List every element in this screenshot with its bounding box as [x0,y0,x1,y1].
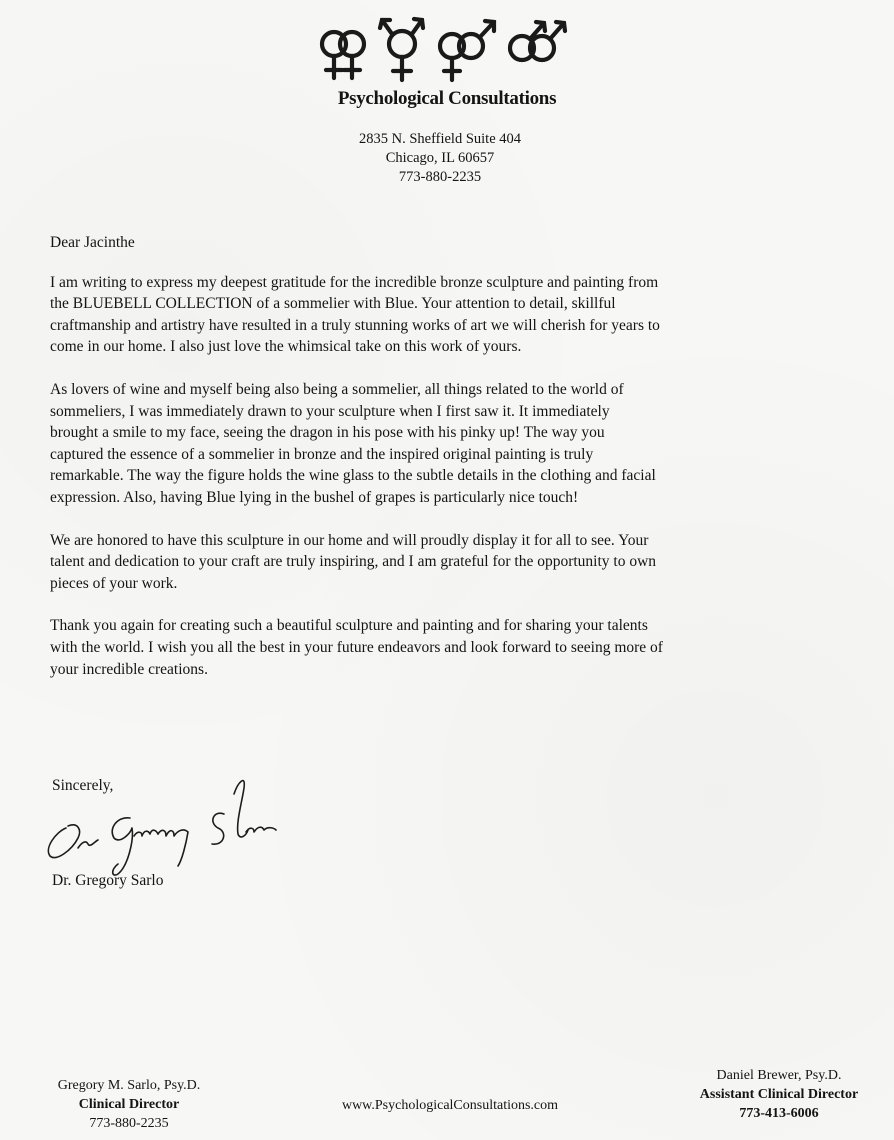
footer-right-phone: 773-413-6006 [739,1106,819,1121]
letter-closing: Sincerely, [52,777,114,794]
paragraph-line: As lovers of wine and myself being also being a sommelier, all things related to the world of [50,380,624,398]
paragraph-line: captured the essence of a sommelier in bronze and the inspired original painting is truly [50,445,594,463]
letter-body [50,232,850,701]
footer-right-title: Assistant Clinical Director [699,1087,859,1102]
letterhead-address [320,130,560,187]
address-city: Chicago, IL 60657 [385,150,495,166]
paragraph-line: We are honored to have this sculpture in our home and will proudly display it for all to see. Your [50,531,649,549]
letter-paragraph [50,272,850,358]
paragraph-line: with the world. I wish you all the best in your future endeavors and look forward to seeing more of [50,638,663,656]
paragraph-line: craftmanship and artistry have resulted in a truly stunning works of art we will cherish for years to [50,316,660,334]
footer-right-name: Daniel Brewer, Psy.D. [716,1068,842,1083]
footer-clinical-director [24,1076,234,1133]
footer-left-title: Clinical Director [78,1097,180,1112]
letter-greeting: Dear Jacinthe [50,234,135,251]
letter-paragraph [50,615,850,680]
letter-paragraph [50,379,850,509]
paragraph-line: come in our home. I also just love the whimsical take on this work of yours. [50,338,522,356]
letter-paragraph [50,530,850,595]
paragraph-line: talent and dedication to your craft are truly inspiring, and I am grateful for the opportunity to own [50,553,657,571]
paragraph-line: remarkable. The way the figure holds the wine glass to the subtle details in the clothing and facial [50,467,656,485]
address-phone: 773-880-2235 [398,169,482,185]
paragraph-line: the BLUEBELL COLLECTION of a sommelier with Blue. Your attention to detail, skillful [50,295,616,313]
paragraph-line: expression. Also, having Blue lying in the bushel of grapes is particularly nice touch! [50,488,579,506]
footer-left-phone: 773-880-2235 [89,1116,169,1131]
paragraph-line: Thank you again for creating such a beautiful sculpture and painting and for sharing your talents [50,617,648,635]
signer-name: Dr. Gregory Sarlo [52,872,164,889]
footer-assistant-director [672,1066,886,1123]
gender-symbols-logo [310,8,580,84]
footer-website: www.PsychologicalConsultations.com [341,1098,559,1113]
paragraph-line: sommeliers, I was immediately drawn to your sculpture when I first saw it. It immediately [50,402,610,420]
address-street: 2835 N. Sheffield Suite 404 [358,131,522,147]
paragraph-line: I am writing to express my deepest gratitude for the incredible bronze sculpture and painting from [50,273,659,291]
footer-left-name: Gregory M. Sarlo, Psy.D. [57,1078,201,1093]
organization-name: Psychological Consultations [337,88,557,109]
paragraph-line: brought a smile to my face, seeing the dragon in his pose with his pinky up! The way you [50,424,605,442]
paragraph-line: pieces of your work. [50,574,178,592]
paragraph-line: your incredible creations. [50,660,208,678]
